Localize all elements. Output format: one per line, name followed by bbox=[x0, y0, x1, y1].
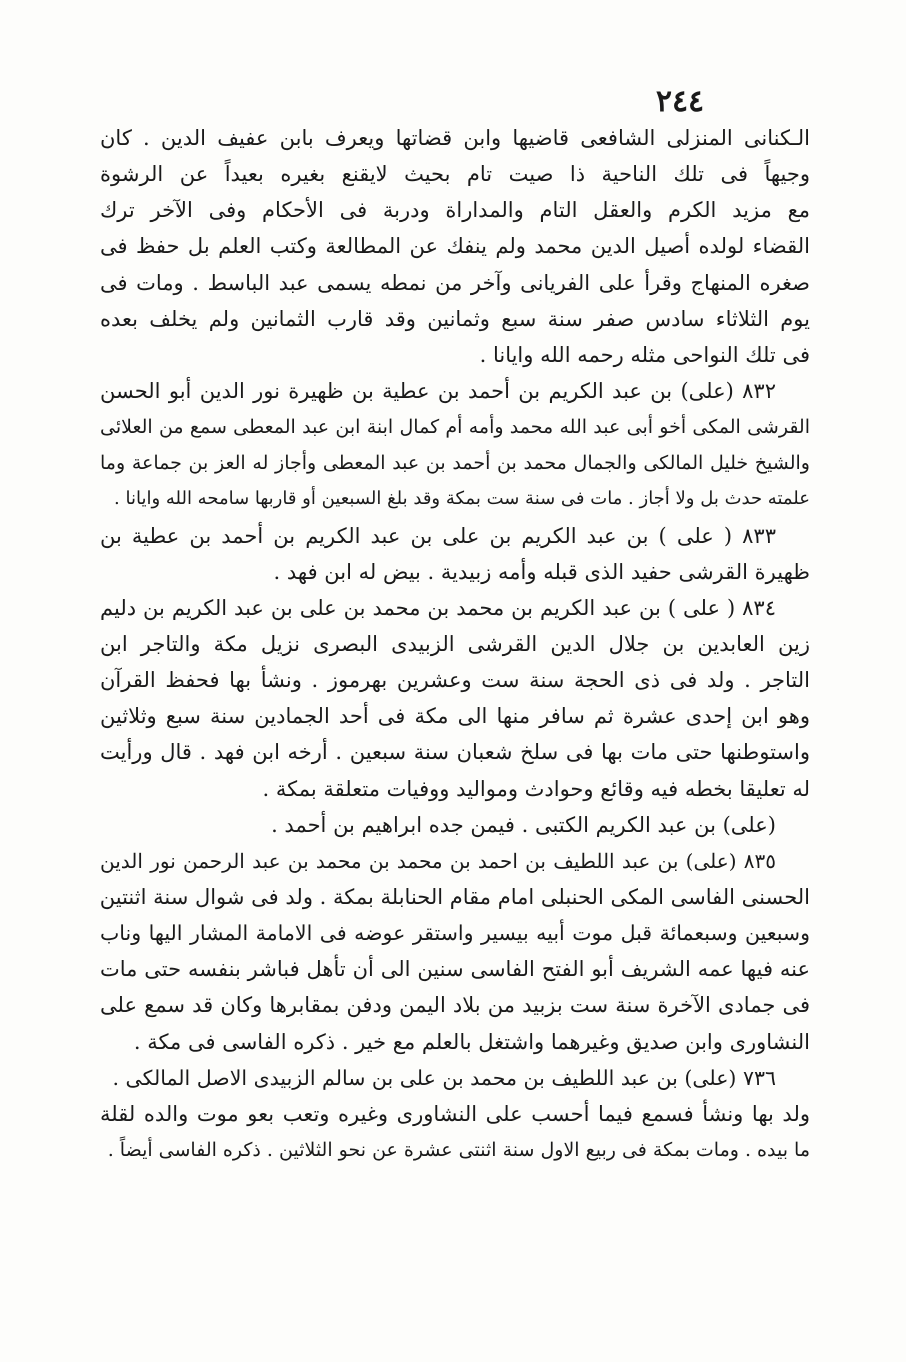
text-line: النشاورى وابن صديق وغيرهما واشتغل بالعلم مع خير . ذكره الفاسى فى مكة . bbox=[133, 1029, 810, 1054]
text-line: ما بيده . ومات بمكة فى ربيع الاول سنة اثنتى عشرة عن نحو الثلاثين . ذكره الفاسى أيضاً . bbox=[107, 1138, 810, 1161]
page-number: ٢٤٤ bbox=[655, 84, 705, 119]
text-line: وجيهاً فى تلك الناحية ذا صيت تام بحيث لايقنع بغيره بعيداً عن الرشوة bbox=[100, 162, 810, 187]
text-line: مع مزيد الكرم والعقل التام والمداراة ودربة فى الأحكام وفى الآخر ترك bbox=[100, 198, 810, 223]
text-line: علمته حدث بل ولا أجاز . مات فى سنة ست بمكة وقد بلغ السبعين أو قاربها سامحه الله وايانا . bbox=[114, 488, 810, 510]
text-line: فى تلك النواحى مثله رحمه الله وايانا . bbox=[479, 342, 810, 367]
text-line: فى جمادى الآخرة سنة ست بزبيد من بلاد اليمن ودفن بمقابرها وكان قد سمع على bbox=[100, 993, 810, 1018]
text-line: (على) بن عبد الكريم الكتبى . فيمن جده ابراهيم بن أحمد . bbox=[271, 812, 776, 837]
text-line: له تعليقا بخطه فيه وقائع وحوادث ومواليد ووفيات متعلقة بمكة . bbox=[262, 776, 810, 801]
text-line: وهو ابن إحدى عشرة ثم سافر منها الى مكة فى أحد الجمادين سنة سبع وثلاثين bbox=[100, 704, 810, 729]
text-line: ٧٣٦ (على) بن عبد اللطيف بن محمد بن على بن سالم الزبيدى الاصل المالكى . bbox=[112, 1065, 776, 1090]
text-line: ٨٣٣ ( على ) بن عبد الكريم بن على بن عبد الكريم بن أحمد بن عطية بن bbox=[100, 523, 776, 548]
text-line: القضاء لولده أصيل الدين محمد ولم ينفك عن المطالعة وكتب العلم بل حفظ فى bbox=[100, 234, 810, 259]
text-line: صغره المنهاج وقرأ على الفريانى وآخر من نمطه يسمى عبد الباسط . ومات فى bbox=[100, 270, 810, 295]
text-line: والشيخ خليل المالكى والجمال محمد بن أحمد بن عبد المعطى وأجاز له العز بن جماعة وما bbox=[100, 452, 810, 475]
text-line: واستوطنها حتى مات بها فى سلخ شعبان سنة سبعين . أرخه ابن فهد . قال ورأيت bbox=[100, 740, 810, 765]
text-line: زين العابدين بن جلال الدين القرشى الزبيدى البصرى نزيل مكة والتاجر ابن bbox=[100, 631, 810, 656]
text-line: وسبعين وسبعمائة قبل موت أبيه بيسير واستقر عوضه فى الامامة المشار اليها وناب bbox=[100, 921, 810, 946]
text-line: يوم الثلاثاء سادس صفر سنة سبع وثمانين وقد قارب الثمانين ولم يخلف بعده bbox=[100, 306, 810, 331]
text-line: ٨٣٤ ( على ) بن عبد الكريم بن محمد بن محمد بن على بن عبد الكريم بن دليم bbox=[100, 595, 776, 620]
text-line: ظهيرة القرشى حفيد الذى قبله وأمه زبيدية . بيض له ابن فهد . bbox=[273, 559, 810, 584]
text-line: ٨٣٢ (على) بن عبد الكريم بن أحمد بن عطية بن ظهيرة نور الدين أبو الحسن bbox=[100, 378, 776, 403]
text-line: عنه فيها عمه الشريف أبو الفتح الفاسى سنين الى أن تأهل فباشر بنفسه حتى مات bbox=[100, 957, 810, 982]
text-line: التاجر . ولد فى ذى الحجة سنة ست وعشرين بهرموز . ونشأ بها فحفظ القرآن bbox=[100, 668, 810, 693]
text-line: الـكنانى المنزلى الشافعى قاضيها وابن قضاتها ويعرف بابن عفيف الدين . كان bbox=[100, 126, 810, 150]
text-line: ولد بها ونشأ فسمع فيما أحسب على النشاورى وغيره وتعب بعو موت والده لقلة bbox=[100, 1101, 810, 1126]
body-text bbox=[100, 120, 810, 1168]
text-line: القرشى المكى أخو أبى عبد الله محمد وأمه أم كمال ابنة ابن عبد المعطى سمع من العلائى bbox=[100, 416, 810, 439]
text-line: الحسنى الفاسى المكى الحنبلى امام مقام الحنابلة بمكة . ولد فى شوال سنة اثنتين bbox=[100, 884, 810, 909]
text-line: ٨٣٥ (على) بن عبد اللطيف بن احمد بن محمد بن محمد بن عبد الرحمن نور الدين bbox=[100, 848, 776, 873]
